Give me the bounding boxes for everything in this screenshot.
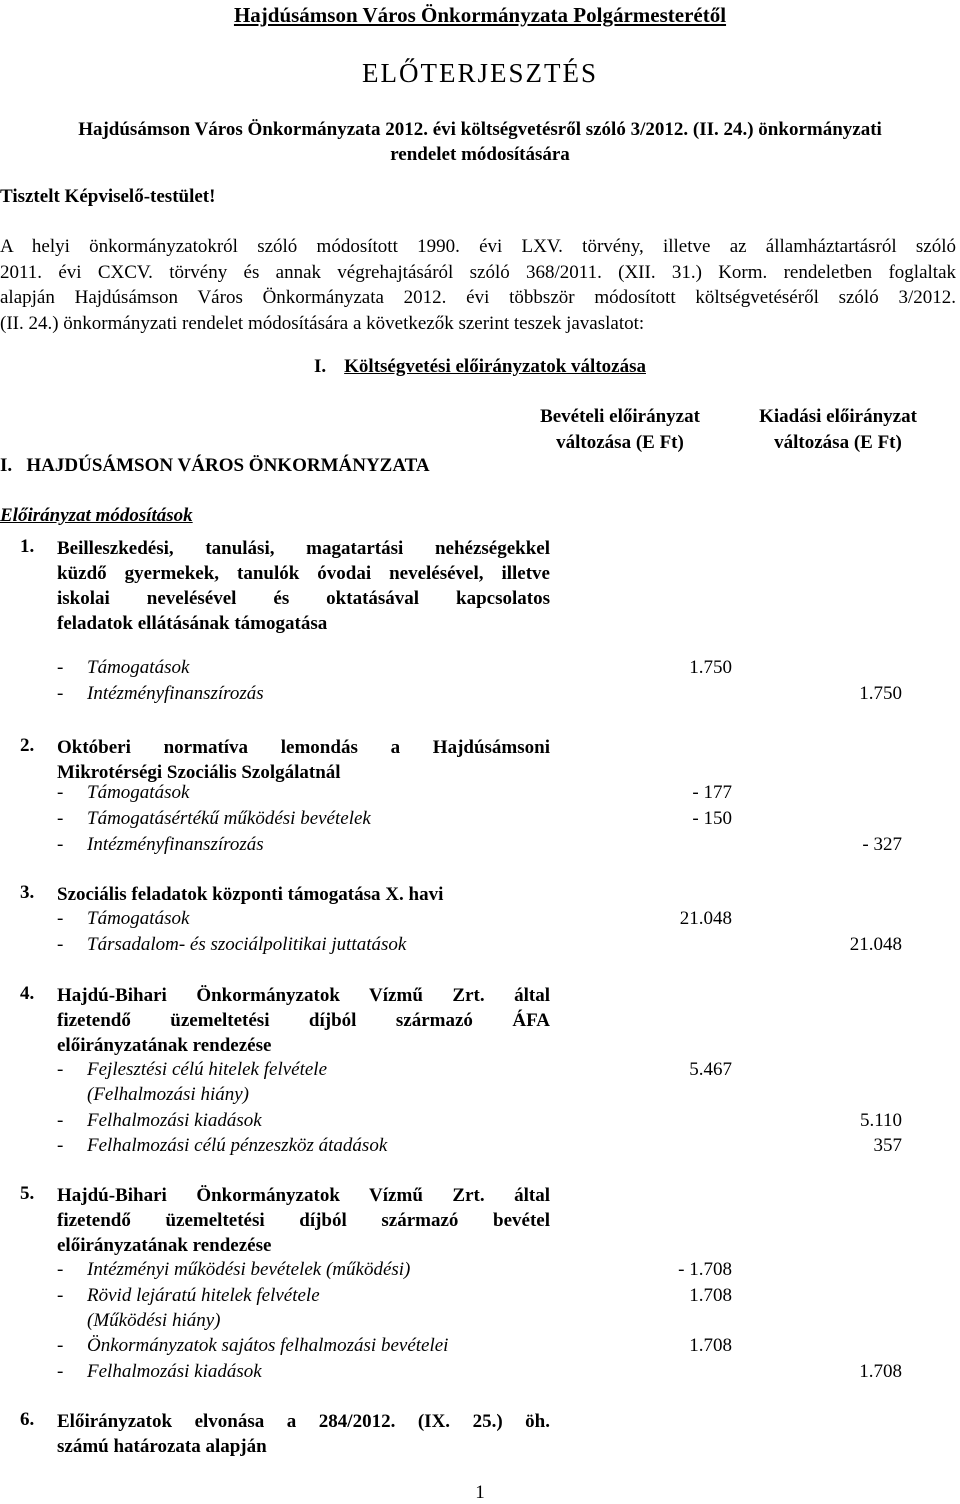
subtitle-line-1: Hajdúsámson Város Önkormányzata 2012. évi költségvetésről szóló 3/2012. (II. 24.) önkormányzati (78, 119, 882, 140)
line-item (57, 834, 264, 856)
item-title-line: fizetendő üzemeltetési díjból származó bevétel (57, 1210, 550, 1231)
page-number: 1 (475, 1482, 485, 1503)
line-item-label: (Felhalmozási hiány) (87, 1084, 250, 1105)
line-item-label: Támogatások (87, 908, 190, 929)
expense-header-line-2: változása (E Ft) (774, 432, 902, 453)
subheading: Előirányzat módosítások (0, 505, 193, 526)
item-title-line: iskolai nevelésével és oktatásával kapcsolatos (57, 588, 550, 609)
item-title-line: küzdő gyermekek, tanulók óvodai nevelésével, illetve (57, 563, 550, 584)
subtitle-line-2: rendelet módosítására (390, 144, 570, 165)
line-item (57, 683, 264, 705)
line-item-label: Fejlesztési célú hitelek felvétele (87, 1059, 328, 1080)
line-item-label: Támogatásértékű működési bevételek (87, 808, 371, 829)
line-item-label: Önkormányzatok sajátos felhalmozási bevételei (87, 1335, 449, 1356)
expense-header-line-1: Kiadási előirányzat (759, 406, 917, 427)
organization-heading: I. HAJDÚSÁMSON VÁROS ÖNKORMÁNYZATA (0, 455, 430, 476)
item-number: 3. (20, 882, 35, 903)
item-title (57, 882, 550, 907)
line-item (57, 908, 189, 930)
line-item-label: Támogatások (87, 782, 190, 803)
line-item (57, 1135, 387, 1157)
line-item-dash: - (57, 782, 64, 803)
line-item (57, 782, 189, 804)
line-item (87, 1310, 220, 1332)
line-item-dash: - (57, 1335, 64, 1356)
line-item (57, 1335, 448, 1357)
intro-line: 2011. évi CXCV. törvény és annak végrehajtásáról szóló 368/2011. (XII. 31.) Korm. rendeletben foglaltak (0, 261, 956, 283)
line-item-dash: - (57, 1110, 64, 1131)
line-item-label: Társadalom- és szociálpolitikai juttatások (87, 934, 407, 955)
item-title-line: Beilleszkedési, tanulási, magatartási nehézségekkel (57, 538, 550, 559)
line-item-label: (Működési hiány) (87, 1310, 221, 1331)
item-title (57, 1183, 550, 1258)
item-title-line: Októberi normatíva lemondás a Hajdúsámsoni (57, 737, 550, 758)
document-header: Hajdúsámson Város Önkormányzata Polgármesterétől (233, 3, 727, 27)
item-title-line: előirányzatának rendezése (57, 1235, 272, 1256)
line-item (57, 1110, 262, 1132)
income-header-line-2: változása (E Ft) (556, 432, 684, 453)
intro-paragraph (0, 234, 956, 336)
income-value: - 150 (692, 808, 732, 829)
income-value: - 177 (692, 782, 732, 803)
line-item (87, 1084, 249, 1106)
item-title-line: Előirányzatok elvonása a 284/2012. (IX. 25.) öh. (57, 1411, 550, 1432)
line-item (57, 1285, 320, 1307)
line-item (57, 1059, 327, 1081)
line-item-label: Intézményfinanszírozás (87, 834, 264, 855)
item-title-line: Hajdú-Bihari Önkormányzatok Vízmű Zrt. által (57, 985, 550, 1006)
section-title (0, 356, 960, 378)
greeting: Tisztelt Képviselő-testület! (0, 186, 216, 207)
line-item-dash: - (57, 934, 64, 955)
line-item-label: Intézményi működési bevételek (működési) (87, 1259, 411, 1280)
item-title-line: feladatok ellátásának támogatása (57, 613, 328, 634)
item-title-line: fizetendő üzemeltetési díjból származó ÁFA (57, 1010, 550, 1031)
item-title (57, 536, 550, 636)
document-title: ELŐTERJESZTÉS (362, 58, 598, 88)
intro-line: A helyi önkormányzatokról szóló módosított 1990. évi LXV. törvény, illetve az államháztartásról szóló (0, 236, 956, 257)
item-title (57, 735, 550, 785)
income-column-header (515, 404, 725, 456)
section-label: Költségvetési előirányzatok változása (344, 356, 646, 377)
line-item-dash: - (57, 1135, 64, 1156)
item-number: 1. (20, 536, 35, 557)
item-title-line: Mikrotérségi Szociális Szolgálatnál (57, 762, 341, 783)
income-value: 1.708 (689, 1335, 732, 1356)
expense-column-header (733, 404, 943, 456)
line-item (57, 1259, 410, 1281)
income-value: 1.750 (689, 657, 732, 678)
income-header-line-1: Bevételi előirányzat (540, 406, 700, 427)
line-item-dash: - (57, 834, 64, 855)
expense-value: 1.750 (859, 683, 902, 704)
item-title-line: Hajdú-Bihari Önkormányzatok Vízmű Zrt. által (57, 1185, 550, 1206)
expense-value: - 327 (862, 834, 902, 855)
line-item-label: Felhalmozási célú pénzeszköz átadások (87, 1135, 388, 1156)
intro-line: (II. 24.) önkormányzati rendelet módosítására a következők szerint teszek javaslatot: (0, 312, 645, 334)
income-value: 1.708 (689, 1285, 732, 1306)
item-title (57, 983, 550, 1058)
expense-value: 1.708 (859, 1361, 902, 1382)
item-number: 6. (20, 1409, 35, 1430)
expense-value: 357 (873, 1135, 902, 1156)
line-item-dash: - (57, 683, 64, 704)
line-item-dash: - (57, 908, 64, 929)
section-number: I. (314, 356, 327, 377)
income-value: 5.467 (689, 1059, 732, 1080)
document-subtitle (0, 117, 960, 167)
line-item-dash: - (57, 657, 64, 678)
line-item-label: Felhalmozási kiadások (87, 1361, 262, 1382)
line-item-dash: - (57, 1259, 64, 1280)
income-value: - 1.708 (678, 1259, 732, 1280)
item-number: 5. (20, 1183, 35, 1204)
item-title-line: Szociális feladatok központi támogatása X. havi (57, 884, 444, 905)
line-item-label: Támogatások (87, 657, 190, 678)
intro-line: alapján Hajdúsámson Város Önkormányzata 2012. évi többször módosított költségvetéséről szóló 3/2012. (0, 287, 956, 308)
item-title-line: előirányzatának rendezése (57, 1035, 272, 1056)
line-item-dash: - (57, 1285, 64, 1306)
line-item-label: Intézményfinanszírozás (87, 683, 264, 704)
line-item (57, 808, 371, 830)
line-item (57, 934, 406, 956)
expense-value: 5.110 (859, 1110, 902, 1131)
item-title (57, 1409, 550, 1459)
line-item-label: Felhalmozási kiadások (87, 1110, 262, 1131)
item-number: 2. (20, 735, 35, 756)
line-item-dash: - (57, 1361, 64, 1382)
expense-value: 21.048 (849, 934, 902, 955)
line-item-dash: - (57, 1059, 64, 1080)
line-item (57, 1361, 262, 1383)
item-number: 4. (20, 983, 35, 1004)
income-value: 21.048 (679, 908, 732, 929)
item-title-line: számú határozata alapján (57, 1436, 267, 1457)
line-item (57, 657, 189, 679)
line-item-label: Rövid lejáratú hitelek felvétele (87, 1285, 320, 1306)
line-item-dash: - (57, 808, 64, 829)
